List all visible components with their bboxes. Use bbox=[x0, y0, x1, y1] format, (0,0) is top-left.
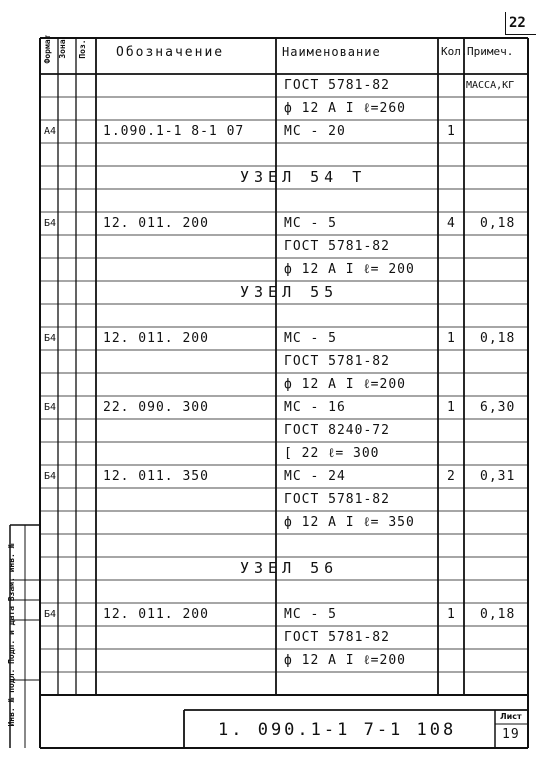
cell-format: Б4 bbox=[44, 333, 57, 344]
header-note: Примеч. bbox=[467, 45, 514, 58]
cell-designation: 12. 011. 200 bbox=[103, 331, 209, 346]
cell-name: МС - 16 bbox=[284, 400, 346, 415]
cell-designation: 1.090.1-1 8-1 07 bbox=[103, 124, 245, 139]
header-qty: Кол. bbox=[441, 45, 468, 58]
cell-qty: 1 bbox=[447, 124, 456, 139]
header-pos: Поз. bbox=[78, 39, 87, 59]
cell-name: ГОСТ 5781-82 bbox=[284, 354, 390, 369]
cell-name: МС - 5 bbox=[284, 331, 337, 346]
cell-note: 0,18 bbox=[480, 216, 516, 231]
cell-name: МС - 24 bbox=[284, 469, 346, 484]
cell-name: ГОСТ 5781-82 bbox=[284, 78, 390, 93]
cell-qty: 1 bbox=[447, 607, 456, 622]
cell-format: А4 bbox=[44, 126, 57, 137]
cell-format: Б4 bbox=[44, 402, 57, 413]
cell-name: ф 12 А I ℓ= 200 bbox=[284, 262, 415, 277]
section-heading: УЗЕЛ 55 bbox=[240, 283, 339, 301]
stamp-sheet-number: 19 bbox=[502, 727, 520, 742]
cell-name: ГОСТ 5781-82 bbox=[284, 239, 390, 254]
cell-note: 6,30 bbox=[480, 400, 516, 415]
cell-qty: 2 bbox=[447, 469, 456, 484]
cell-designation: 12. 011. 200 bbox=[103, 607, 209, 622]
cell-name: МС - 20 bbox=[284, 124, 346, 139]
cell-name: МС - 5 bbox=[284, 607, 337, 622]
cell-note: МАССА,КГ bbox=[466, 80, 515, 91]
cell-name: [ 22 ℓ= 300 bbox=[284, 446, 380, 461]
header-format: Формат bbox=[43, 34, 52, 64]
cell-name: ГОСТ 5781-82 bbox=[284, 630, 390, 645]
header-name: Наименование bbox=[282, 45, 381, 59]
cell-designation: 22. 090. 300 bbox=[103, 400, 209, 415]
page-number: 22 bbox=[509, 15, 526, 31]
cell-designation: 12. 011. 200 bbox=[103, 216, 209, 231]
cell-note: 0,18 bbox=[480, 331, 516, 346]
cell-name: ГОСТ 8240-72 bbox=[284, 423, 390, 438]
side-strip-label: Инв. № подл. Подп. и дата Взам. инв. № bbox=[7, 543, 16, 727]
cell-qty: 1 bbox=[447, 331, 456, 346]
cell-name: ГОСТ 5781-82 bbox=[284, 492, 390, 507]
cell-name: ф 12 А I ℓ=200 bbox=[284, 377, 406, 392]
cell-note: 0,18 bbox=[480, 607, 516, 622]
section-heading: УЗЕЛ 54 Т bbox=[240, 168, 367, 186]
cell-format: Б4 bbox=[44, 218, 57, 229]
cell-qty: 1 bbox=[447, 400, 456, 415]
cell-note: 0,31 bbox=[480, 469, 516, 484]
cell-qty: 4 bbox=[447, 216, 456, 231]
cell-name: ф 12 А I ℓ= 350 bbox=[284, 515, 415, 530]
cell-name: МС - 5 bbox=[284, 216, 337, 231]
stamp-code: 1. 090.1-1 7-1 108 bbox=[218, 720, 457, 740]
cell-format: Б4 bbox=[44, 471, 57, 482]
cell-designation: 12. 011. 350 bbox=[103, 469, 209, 484]
header-zone: Зона bbox=[58, 39, 67, 59]
cell-format: Б4 bbox=[44, 609, 57, 620]
stamp-sheet-label: Лист bbox=[500, 712, 522, 721]
section-heading: УЗЕЛ 56 bbox=[240, 559, 339, 577]
cell-name: ф 12 А I ℓ=260 bbox=[284, 101, 406, 116]
header-designation: Обозначение bbox=[116, 45, 225, 60]
cell-name: ф 12 А I ℓ=200 bbox=[284, 653, 406, 668]
